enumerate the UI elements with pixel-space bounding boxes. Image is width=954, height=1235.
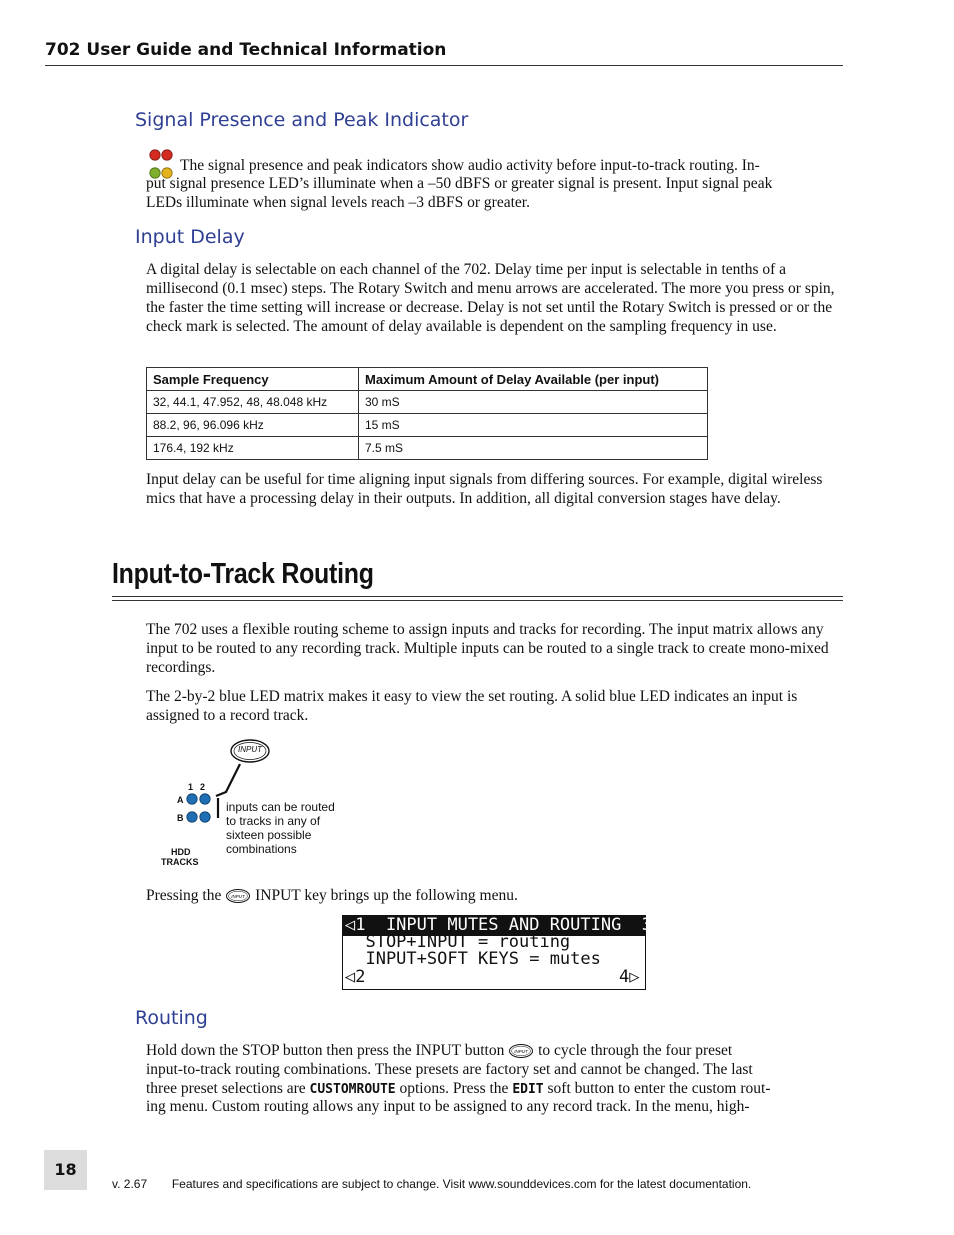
table-cell-delay: 15 mS — [359, 414, 708, 437]
signal-text-line3: LEDs illuminate when signal levels reach –3 dBFS or greater. — [146, 194, 530, 211]
lcd-line-2: STOP+INPUT = routing — [345, 932, 571, 952]
input-key-label: INPUT — [238, 745, 262, 754]
table-cell-frequency: 32, 44.1, 47.952, 48, 48.048 kHz — [147, 391, 359, 414]
routing-text-line2: input-to-track routing combinations. These presets are factory set and cannot be changed. The last — [146, 1061, 753, 1078]
tracks-label: TRACKS — [161, 857, 199, 867]
matrix-row-a: A — [177, 795, 184, 805]
routing-text-line3b: options. Press the — [399, 1080, 509, 1097]
routing-text-line3 — [146, 1079, 771, 1099]
signal-text-line1: The signal presence and peak indicators show audio activity before input-to-track routing. In- — [180, 157, 760, 174]
table-row — [147, 414, 708, 437]
input-button-icon — [225, 888, 251, 904]
input-button-icon — [508, 1043, 534, 1059]
diagram-caption-line4: combinations — [226, 842, 297, 856]
matrix-col-2: 2 — [200, 782, 206, 792]
table-header-max-delay: Maximum Amount of Delay Available (per input) — [359, 368, 708, 391]
table-row — [147, 437, 708, 460]
pressing-text-before: Pressing the — [146, 887, 222, 904]
table-cell-delay: 30 mS — [359, 391, 708, 414]
delay-table — [146, 367, 708, 460]
pressing-input-line — [146, 886, 518, 905]
table-row — [147, 391, 708, 414]
pressing-text-after: INPUT key brings up the following menu. — [255, 887, 518, 904]
page-number-box — [44, 1150, 87, 1190]
table-header-sample-frequency: Sample Frequency — [147, 368, 359, 391]
lcd-line-3: INPUT+SOFT KEYS = mutes — [345, 949, 601, 969]
diagram-caption-line2: to tracks in any of — [226, 814, 321, 828]
footer-notice: Features and specifications are subject to change. Visit www.sounddevices.com for the latest documentation. — [171, 1177, 752, 1191]
footer-version: v. 2.67 — [112, 1177, 148, 1191]
blue-led-matrix — [185, 792, 213, 826]
customroute-code: CUSTOMROUTE — [309, 1082, 396, 1097]
routing-text-line3c: soft button to enter the custom rout- — [547, 1080, 771, 1097]
matrix-col-1: 1 — [188, 782, 194, 792]
heading-input-to-track-routing: Input-to-Track Routing — [112, 558, 374, 590]
footer-text — [112, 1177, 751, 1191]
routing-paragraph-1: The 702 uses a flexible routing scheme to assign inputs and tracks for recording. The input matrix allows any input to be routed to any recording track. Multiple inputs can be routed to a single track to create mono-mixed recordings. — [146, 621, 829, 676]
table-cell-delay: 7.5 mS — [359, 437, 708, 460]
header-rule — [45, 65, 843, 66]
heading-input-delay: Input Delay — [135, 226, 245, 248]
routing-text-line1a: Hold down the STOP button then press the INPUT button — [146, 1042, 505, 1059]
matrix-row-b: B — [177, 813, 184, 823]
lcd-menu-screen — [342, 915, 663, 990]
page-number: 18 — [54, 1160, 77, 1179]
input-delay-paragraph-2: Input delay can be useful for time aligning input signals from differing sources. For example, digital wireless mics that have a processing delay in their outputs. In addition, all digital conversion stages have delay. — [146, 471, 823, 507]
input-button-icon-label: INPUT — [231, 894, 245, 900]
input-button-icon-label: INPUT — [514, 1049, 528, 1055]
lcd-line-4-left: ◁2 — [345, 967, 366, 987]
lcd-line-1: ◁1 INPUT MUTES AND ROUTING 3▷ — [345, 915, 663, 935]
input-delay-paragraph: A digital delay is selectable on each channel of the 702. Delay time per input is selectable in tenths of a millisecond (0.1 msec) steps. The Rotary Switch and menu arrows are accelerated. The more you press or spin, the faster the time setting will increase or decrease. Delay is not set until the Rotary Switch is pressed or or the check mark is selected. The amount of delay available is dependent on the sampling frequency in use. — [146, 261, 835, 335]
routing-text-line1 — [146, 1041, 732, 1060]
table-cell-frequency: 176.4, 192 kHz — [147, 437, 359, 460]
heading-rule — [112, 596, 843, 597]
routing-text-line3a: three preset selections are — [146, 1080, 306, 1097]
table-cell-frequency: 88.2, 96, 96.096 kHz — [147, 414, 359, 437]
lcd-line-4-right: 4▷ — [619, 967, 640, 987]
table-header-row — [147, 368, 708, 391]
routing-text-line1b: to cycle through the four preset — [538, 1042, 733, 1059]
signal-text-line2: put signal presence LED’s illuminate when a –50 dBFS or greater signal is present. Input signal peak — [146, 175, 773, 192]
running-header: 702 User Guide and Technical Information — [45, 40, 447, 60]
heading-routing: Routing — [135, 1007, 208, 1029]
routing-text-line4: ing menu. Custom routing allows any input to be assigned to any record track. In the menu, high- — [146, 1098, 750, 1115]
hdd-label: HDD — [171, 847, 191, 857]
routing-paragraph-2: The 2-by-2 blue LED matrix makes it easy to view the set routing. A solid blue LED indicates an input is assigned to a record track. — [146, 688, 798, 724]
diagram-caption-line3: sixteen possible — [226, 828, 312, 842]
edit-code: EDIT — [512, 1082, 544, 1097]
heading-signal-presence: Signal Presence and Peak Indicator — [135, 109, 469, 131]
heading-rule — [112, 600, 843, 601]
diagram-caption-line1: inputs can be routed — [226, 800, 335, 814]
